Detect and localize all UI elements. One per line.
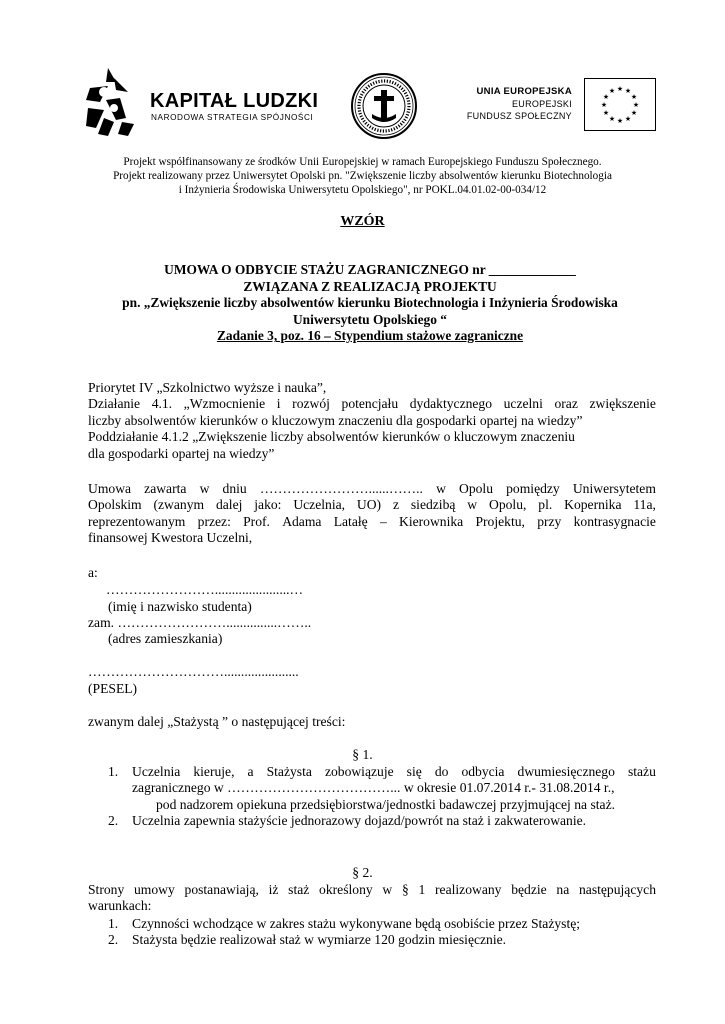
word: Uczelnia, [293,497,346,513]
priority-paragraph [88,380,656,462]
list-item-line: Czynności wchodzące w zakres stażu wykonywane będą osobiście przez Stażystę; [132,916,581,931]
funding-line: i Inżynieria Środowiska Uniwersytetu Opolskiego", nr POKL.04.01.02-00-034/12 [178,184,547,197]
svg-text:★: ★ [624,87,632,95]
word: oraz [554,396,578,412]
list-item-line: Uczelnia zapewnia stażyście jednorazowy dojazd/powrót na staż i zakwaterowanie. [132,813,587,829]
list-item: 1. Uczelnia kieruje, a Stażysta zobowiązuje się do odbycia dwumiesięcznego stażu zagranicznego w ………………………………... w okresie 01.07.2014 r.- 31.08.2014 r., pod nadzorem opiekuna przedsiębiorstwa/jednostki badawczej przyjmującej na staż. [108,764,656,812]
kapital-ludzki-mark-icon [86,68,136,136]
word: dalej [215,497,243,513]
word: „Wzmocnienie [183,396,266,412]
word: – [379,513,387,529]
word: § [401,882,409,897]
word: odbycia [461,764,505,779]
funding-line: Projekt realizowany przez Uniwersytet Opolski pn. "Zwiększenie liczby absolwentów kierunku Biotechnologia [113,170,612,183]
svg-text:★: ★ [602,109,610,117]
section-1-list [108,764,656,830]
eu-fund-label-2: FUNDUSZ SPOŁECZNY [466,111,572,121]
word: kontrasygnacie [573,513,656,529]
word: następujących [579,882,656,897]
word: 4.1. [151,396,173,412]
word: Uczelnia [132,764,181,779]
party-a-label: a: [88,565,98,580]
word: zwiększenie [589,396,656,412]
word: Działanie [88,396,141,412]
section-2-heading: § 2. [352,865,373,880]
word: pl. [538,497,553,513]
word: Opolu, [489,497,527,513]
word: przez: [197,513,231,529]
word: 1 [418,882,426,897]
word: potencjału [341,396,399,412]
svg-text:★: ★ [616,85,624,93]
svg-text:★: ★ [608,115,616,123]
section-2-intro-line: warunkach: [88,898,152,914]
word: rozwój [292,396,330,412]
section-2-intro [88,882,656,915]
task-line: Zadanie 3, poz. 16 – Stypendium stażowe zagraniczne [216,328,524,344]
word: Opolskim [88,497,142,513]
svg-text:★: ★ [630,109,638,117]
word: pomiędzy [506,481,560,496]
word: reprezentowanym [88,513,186,529]
kapital-ludzki-title: KAPITAŁ LUDZKI [150,90,319,112]
eu-fund-label-1: EUROPEJSKI [511,99,572,109]
list-item: 2. Uczelnia zapewnia stażyście jednorazowy dojazd/powrót na staż i zakwaterowanie. [108,813,656,829]
svg-text:★: ★ [600,101,608,109]
title-line: Uniwersytetu Opolskiego “ [293,311,447,327]
word: Projektu, [475,513,525,529]
word: stażu [627,764,656,779]
word: przy [537,513,562,529]
word: iż [268,882,279,897]
word: w [467,497,478,513]
word: z [392,497,399,513]
word: w [436,481,446,496]
svg-text:★: ★ [624,115,632,123]
contract-paragraph [88,481,656,547]
word: Uniwersytetem [572,481,656,496]
word: do [434,764,449,779]
word: Stażysta [266,764,312,779]
word: dniu [222,481,247,496]
priority-line: dla gospodarki opartej na wiedzy” [88,445,275,461]
contract-line [88,497,656,513]
list-item: 1. Czynności wchodzące w zakres stażu wykonywane będą osobiście przez Stażystę; [108,916,656,932]
svg-text:★: ★ [608,87,616,95]
word: Adama [282,513,322,529]
word: umowy [134,882,175,897]
title-line: pn. „Zwiększenie liczby absolwentów kierunku Biotechnologia i Inżynieria Środowiska [122,295,618,311]
word: 11a, [633,497,656,513]
word: i [276,396,281,412]
word: siedzibą [410,497,456,513]
word: dydaktycznego [409,396,493,412]
svg-text:★: ★ [632,101,640,109]
address-label: (adres zamieszkania) [108,631,223,646]
priority-line [88,396,656,412]
priority-line: Poddziałanie 4.1.2 „Zwiększenie liczby absolwentów kierunków o kluczowym znaczeniu [88,429,575,445]
word: Strony [88,882,125,897]
word: się [406,764,422,779]
word: zawarta [144,481,187,496]
word: w [382,882,393,897]
contract-line [88,514,656,530]
word: postanawiają, [184,882,259,897]
funding-line: Projekt współfinansowany ze środków Unii Europejskiej w ramach Europejskiego Funduszu Społecznego. [123,156,602,168]
svg-text:★: ★ [616,117,624,125]
word: Prof. [243,513,270,529]
section-2-intro-line [88,882,656,898]
eu-flag-icon [584,78,656,131]
svg-text:★: ★ [630,93,638,101]
word: Latałę [333,513,368,529]
student-name-label: (imię i nazwisko studenta) [108,599,252,614]
university-seal-icon [350,72,418,140]
word: określony [319,882,373,897]
address-field[interactable]: zam. ……………………...............…….. [88,615,312,630]
word: jako: [254,497,282,513]
funding-note [60,155,665,198]
priority-line: Priorytet IV „Szkolnictwo wyższe i nauka”, [88,380,327,395]
student-name-field[interactable]: ……………………......................… [106,582,304,597]
template-heading: WZÓR [340,214,385,229]
word: zobowiązuje [324,764,394,779]
word: Kierownika [399,513,464,529]
svg-text:★: ★ [602,93,610,101]
contract-line [88,481,656,497]
section-2-list [108,916,656,949]
date-field[interactable]: ……………………......…….. [259,481,423,496]
word: w [199,481,210,496]
word: Opolu [459,481,493,496]
list-item-line: Stażysta będzie realizował staż w wymiarze 120 godzin miesięcznie. [132,932,507,948]
pesel-field[interactable]: …………………………...................... [88,664,299,679]
list-item-line: zagranicznego w ………………………………... w okresie 01.07.2014 r.- 31.08.2014 r., [132,780,615,796]
word: staż [288,882,310,897]
title-line: ZWIĄZANA Z REALIZACJĄ PROJEKTU [243,278,497,294]
word: kieruje, [193,764,235,779]
word: UO) [356,497,382,513]
word: dwumiesięcznego [517,764,615,779]
word: uczelni [503,396,543,412]
eu-logo [448,78,658,134]
kapital-ludzki-subtitle: NARODOWA STRATEGIA SPÓJNOŚCI [151,113,314,122]
contract-title [80,262,660,345]
word: (zwanym [153,497,205,513]
word: a [247,764,254,779]
eu-union-label: UNIA EUROPEJSKA [476,86,572,97]
list-item-line [132,764,656,780]
priority-line: liczby absolwentów kierunków o kluczowym znaczeniu dla gospodarki opartej na wiedzy” [88,412,583,428]
section-1-heading: § 1. [352,747,373,762]
called-intro: zwanym dalej „Stażystą ” o następującej treści: [88,714,346,729]
word: Kopernika [564,497,622,513]
word: Umowa [88,481,132,496]
contract-line: finansowej Kwestora Uczelni, [88,530,253,546]
pesel-label: (PESEL) [88,681,138,696]
title-line: UMOWA O ODBYCIE STAŻU ZAGRANICZNEGO nr _____________ [164,262,576,277]
word: będzie [511,882,547,897]
list-item: 2. Stażysta będzie realizował staż w wymiarze 120 godzin miesięcznie. [108,932,656,948]
list-item-line: pod nadzorem opiekuna przedsiębiorstwa/jednostki badawczej przyjmującej na staż. [156,796,615,812]
word: na [556,882,570,897]
kapital-ludzki-logo [86,68,321,138]
word: realizowany [435,882,502,897]
